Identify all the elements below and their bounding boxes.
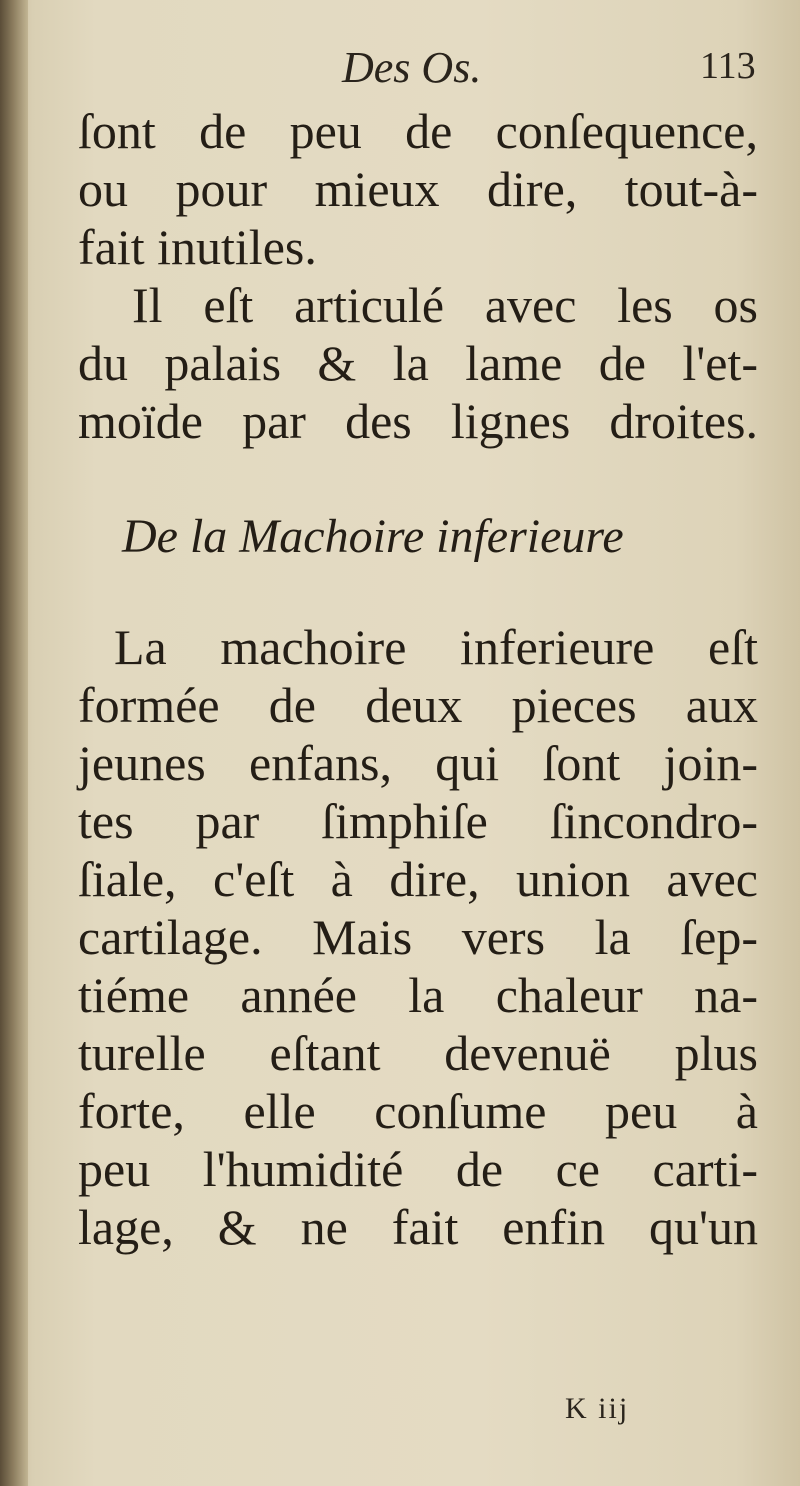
text-line: jeunes enfans, qui ſont join- (78, 735, 758, 791)
text-line: cartilage. Mais vers la ſep- (78, 909, 758, 965)
text-line: Il eſt articulé avec les os (132, 277, 758, 333)
section-heading: De la Machoire inferieure (122, 510, 624, 563)
running-head: Des Os. (342, 43, 482, 92)
paragraph-2 (78, 276, 758, 450)
text-line: tes par ſimphiſe ſincondro- (78, 793, 758, 849)
page-header (0, 42, 800, 102)
text-line: turelle eſtant devenuë plus (78, 1025, 758, 1081)
text-line: tiéme année la chaleur na- (78, 967, 758, 1023)
text-block (78, 102, 758, 1256)
text-line: lage, & ne fait enfin qu'un (78, 1199, 758, 1255)
text-line: du palais & la lame de l'et- (78, 335, 758, 391)
text-line: La machoire inferieure eſt (114, 619, 758, 675)
page-gutter (0, 0, 28, 1486)
text-line: ou pour mieux dire, tout-à- (78, 161, 758, 217)
text-line: moïde par des lignes droites. (78, 393, 758, 449)
text-line: ſiale, c'eſt à dire, union avec (78, 851, 758, 907)
paragraph-1 (78, 102, 758, 276)
text-line: forte, elle conſume peu à (78, 1083, 758, 1139)
signature-mark: K iij (565, 1392, 630, 1425)
paragraph-3 (78, 618, 758, 1256)
text-line: peu l'humidité de ce carti- (78, 1141, 758, 1197)
text-line: fait inutiles. (78, 219, 317, 275)
text-line: formée de deux pieces aux (78, 677, 758, 733)
page-number: 113 (700, 45, 756, 87)
text-line: ſont de peu de conſequence, (78, 103, 758, 159)
